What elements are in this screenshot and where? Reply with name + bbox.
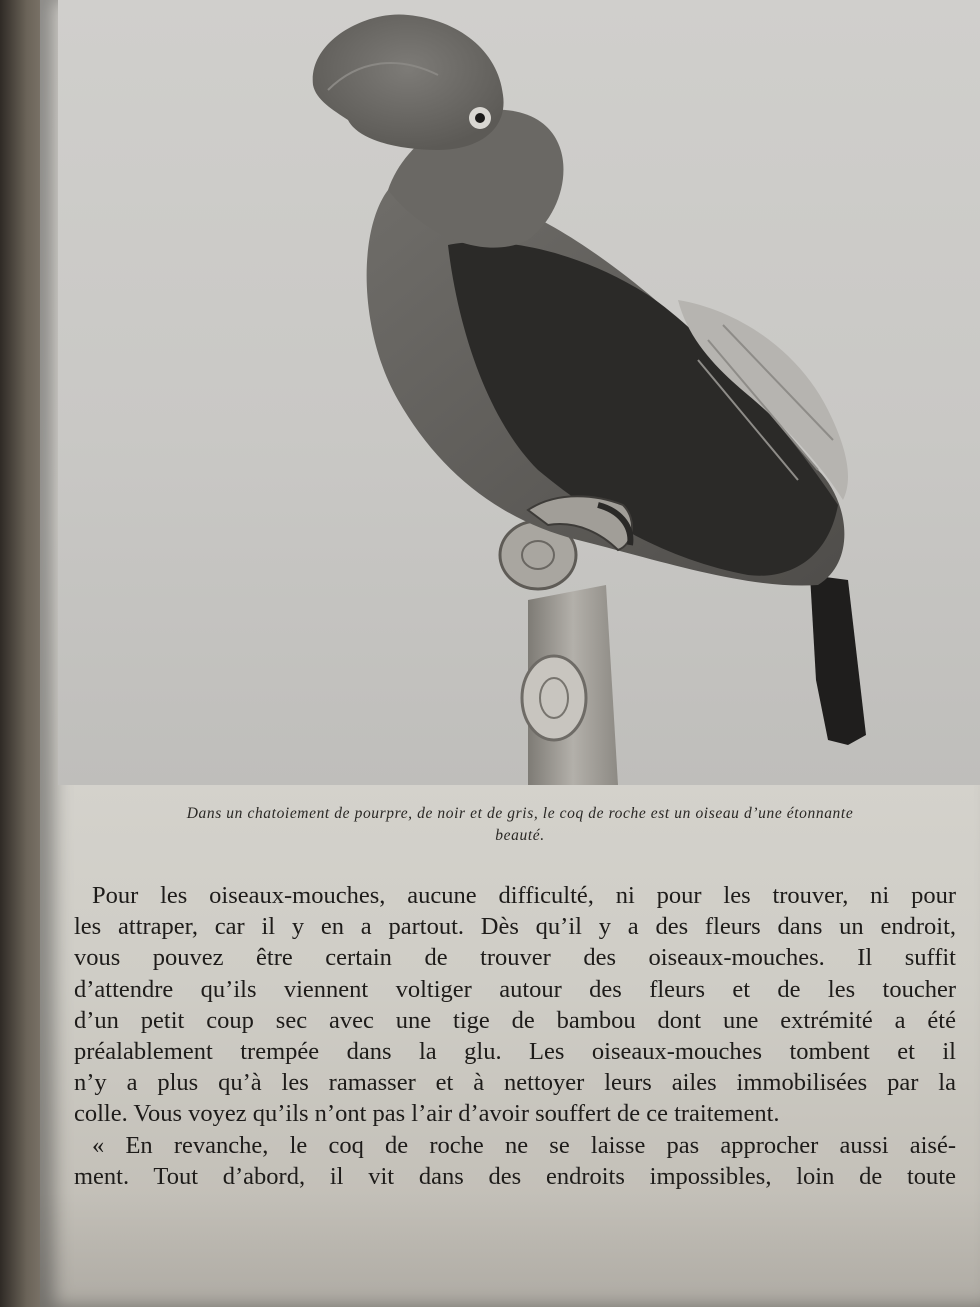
text-line: d’un petit coup sec avec une tige de bambou dont une extrémité a été xyxy=(74,1006,956,1034)
text-line: d’attendre qu’ils viennent voltiger autour des fleurs et de les toucher xyxy=(74,975,956,1003)
book-page xyxy=(40,0,980,1307)
text-line: colle. Vous voyez qu’ils n’ont pas l’air d’avoir souffert de ce traitement. xyxy=(74,1100,780,1128)
text-line: Pour les oiseaux-mouches, aucune difficulté, ni pour les trouver, ni pour xyxy=(92,882,956,909)
photo-caption xyxy=(70,803,970,847)
caption-line-2: beauté. xyxy=(495,827,545,844)
body-text xyxy=(74,880,956,1192)
stick-knot xyxy=(522,656,586,740)
text-line: vous pouvez être certain de trouver des oiseaux-mouches. Il suffit xyxy=(74,944,956,972)
caption-line-1: Dans un chatoiement de pourpre, de noir et de gris, le coq de roche est un oiseau d’une étonnante xyxy=(186,805,854,822)
text-line: « En revanche, le coq de roche ne se laisse pas approcher aussi aisé- xyxy=(92,1131,956,1159)
text-line: préalablement trempée dans la glu. Les oiseaux-mouches tombent et il xyxy=(74,1038,956,1066)
bird-tail xyxy=(810,575,866,745)
text-line: les attraper, car il y en a partout. Dès qu’il y a des fleurs dans un endroit, xyxy=(74,913,956,941)
bird-crest xyxy=(313,14,504,150)
text-line: ment. Tout d’abord, il vit dans des endroits impossibles, loin de toute xyxy=(74,1162,956,1190)
bird-photo xyxy=(58,0,980,785)
text-line: n’y a plus qu’à les ramasser et à nettoyer leurs ailes immobilisées par la xyxy=(74,1069,956,1097)
bird-illustration xyxy=(58,0,980,785)
